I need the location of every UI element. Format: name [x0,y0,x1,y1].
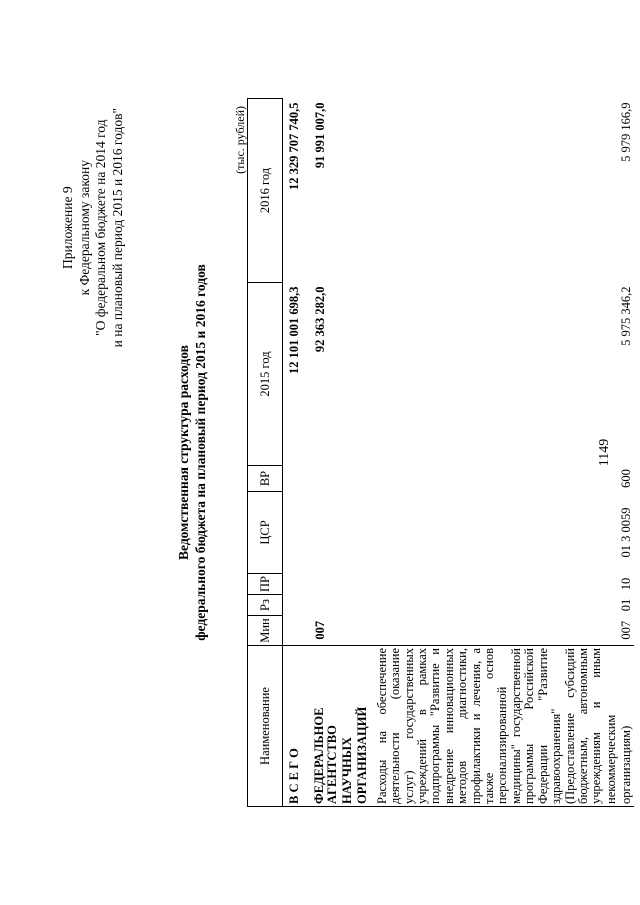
agency-name-line-1: ФЕДЕРАЛЬНОЕ АГЕНТСТВО [312,707,340,804]
item-name-last-line: некоммерческим организациям) [603,714,633,804]
total-2015: 12 101 001 698,3 [287,286,301,374]
table-header-row [248,99,283,807]
header-2015: 2015 год [248,283,283,466]
appendix-line-3: "О федеральном бюджете на 2014 год [93,119,109,336]
header-pr: ПР [248,574,283,595]
agency-name-line-2: НАУЧНЫХ ОРГАНИЗАЦИЙ [339,706,369,804]
item-2016: 5 979 166,9 [618,102,633,162]
total-2016: 12 329 707 740,5 [287,102,301,190]
agency-min: 007 [313,620,327,640]
appendix-line-1: Приложение 9 [60,186,75,269]
agency-2016: 91 991 007,0 [313,102,327,169]
header-min: Мин [248,616,283,646]
header-name: Наименование [248,646,283,807]
header-csr: ЦСР [248,492,283,574]
table-row-item [370,99,634,807]
item-min: 007 [618,620,633,640]
page-number: 1149 [597,438,612,467]
item-rz: 01 [618,598,633,612]
expenditure-table [247,99,634,807]
total-name: В С Е Г О [283,646,310,807]
appendix-line-2: к Федеральному закону [76,160,92,296]
item-pr: 10 [618,577,633,591]
header-2016: 2016 год [248,99,283,283]
item-2015: 5 975 346,2 [618,286,633,346]
appendix-line-4: и на плановый период 2015 и 2016 годов" [109,108,125,348]
agency-name [309,646,370,807]
header-rz: Рз [248,595,283,616]
title-line-1: Ведомственная структура расходов [176,345,191,560]
appendix-header [60,108,126,347]
document-title [175,0,209,905]
table-row-agency [309,99,370,807]
item-name-text: Расходы на обеспечение деятельности (оказание услуг) государственных учреждений в рамках подпрограммы "Развитие и внедрение инновационных методов диагностики, профилактики и лечения, а также основ персонализированной медицины" государственной программы Российской Федерации "Развитие здравоохранения" (Предоставление субсидий бюджетным, автономным учреждениям и иным [374,648,604,804]
agency-2015: 92 363 282,0 [313,286,327,353]
header-vr: ВР [248,466,283,492]
item-vr: 600 [618,469,633,488]
item-name [370,646,634,807]
title-line-2: федерального бюджета на плановый период 2015 и 2016 годов [193,264,208,641]
units-label: (тыс. рублей) [233,106,247,174]
table-row-total [283,99,310,807]
item-csr: 01 3 0059 [618,507,633,558]
